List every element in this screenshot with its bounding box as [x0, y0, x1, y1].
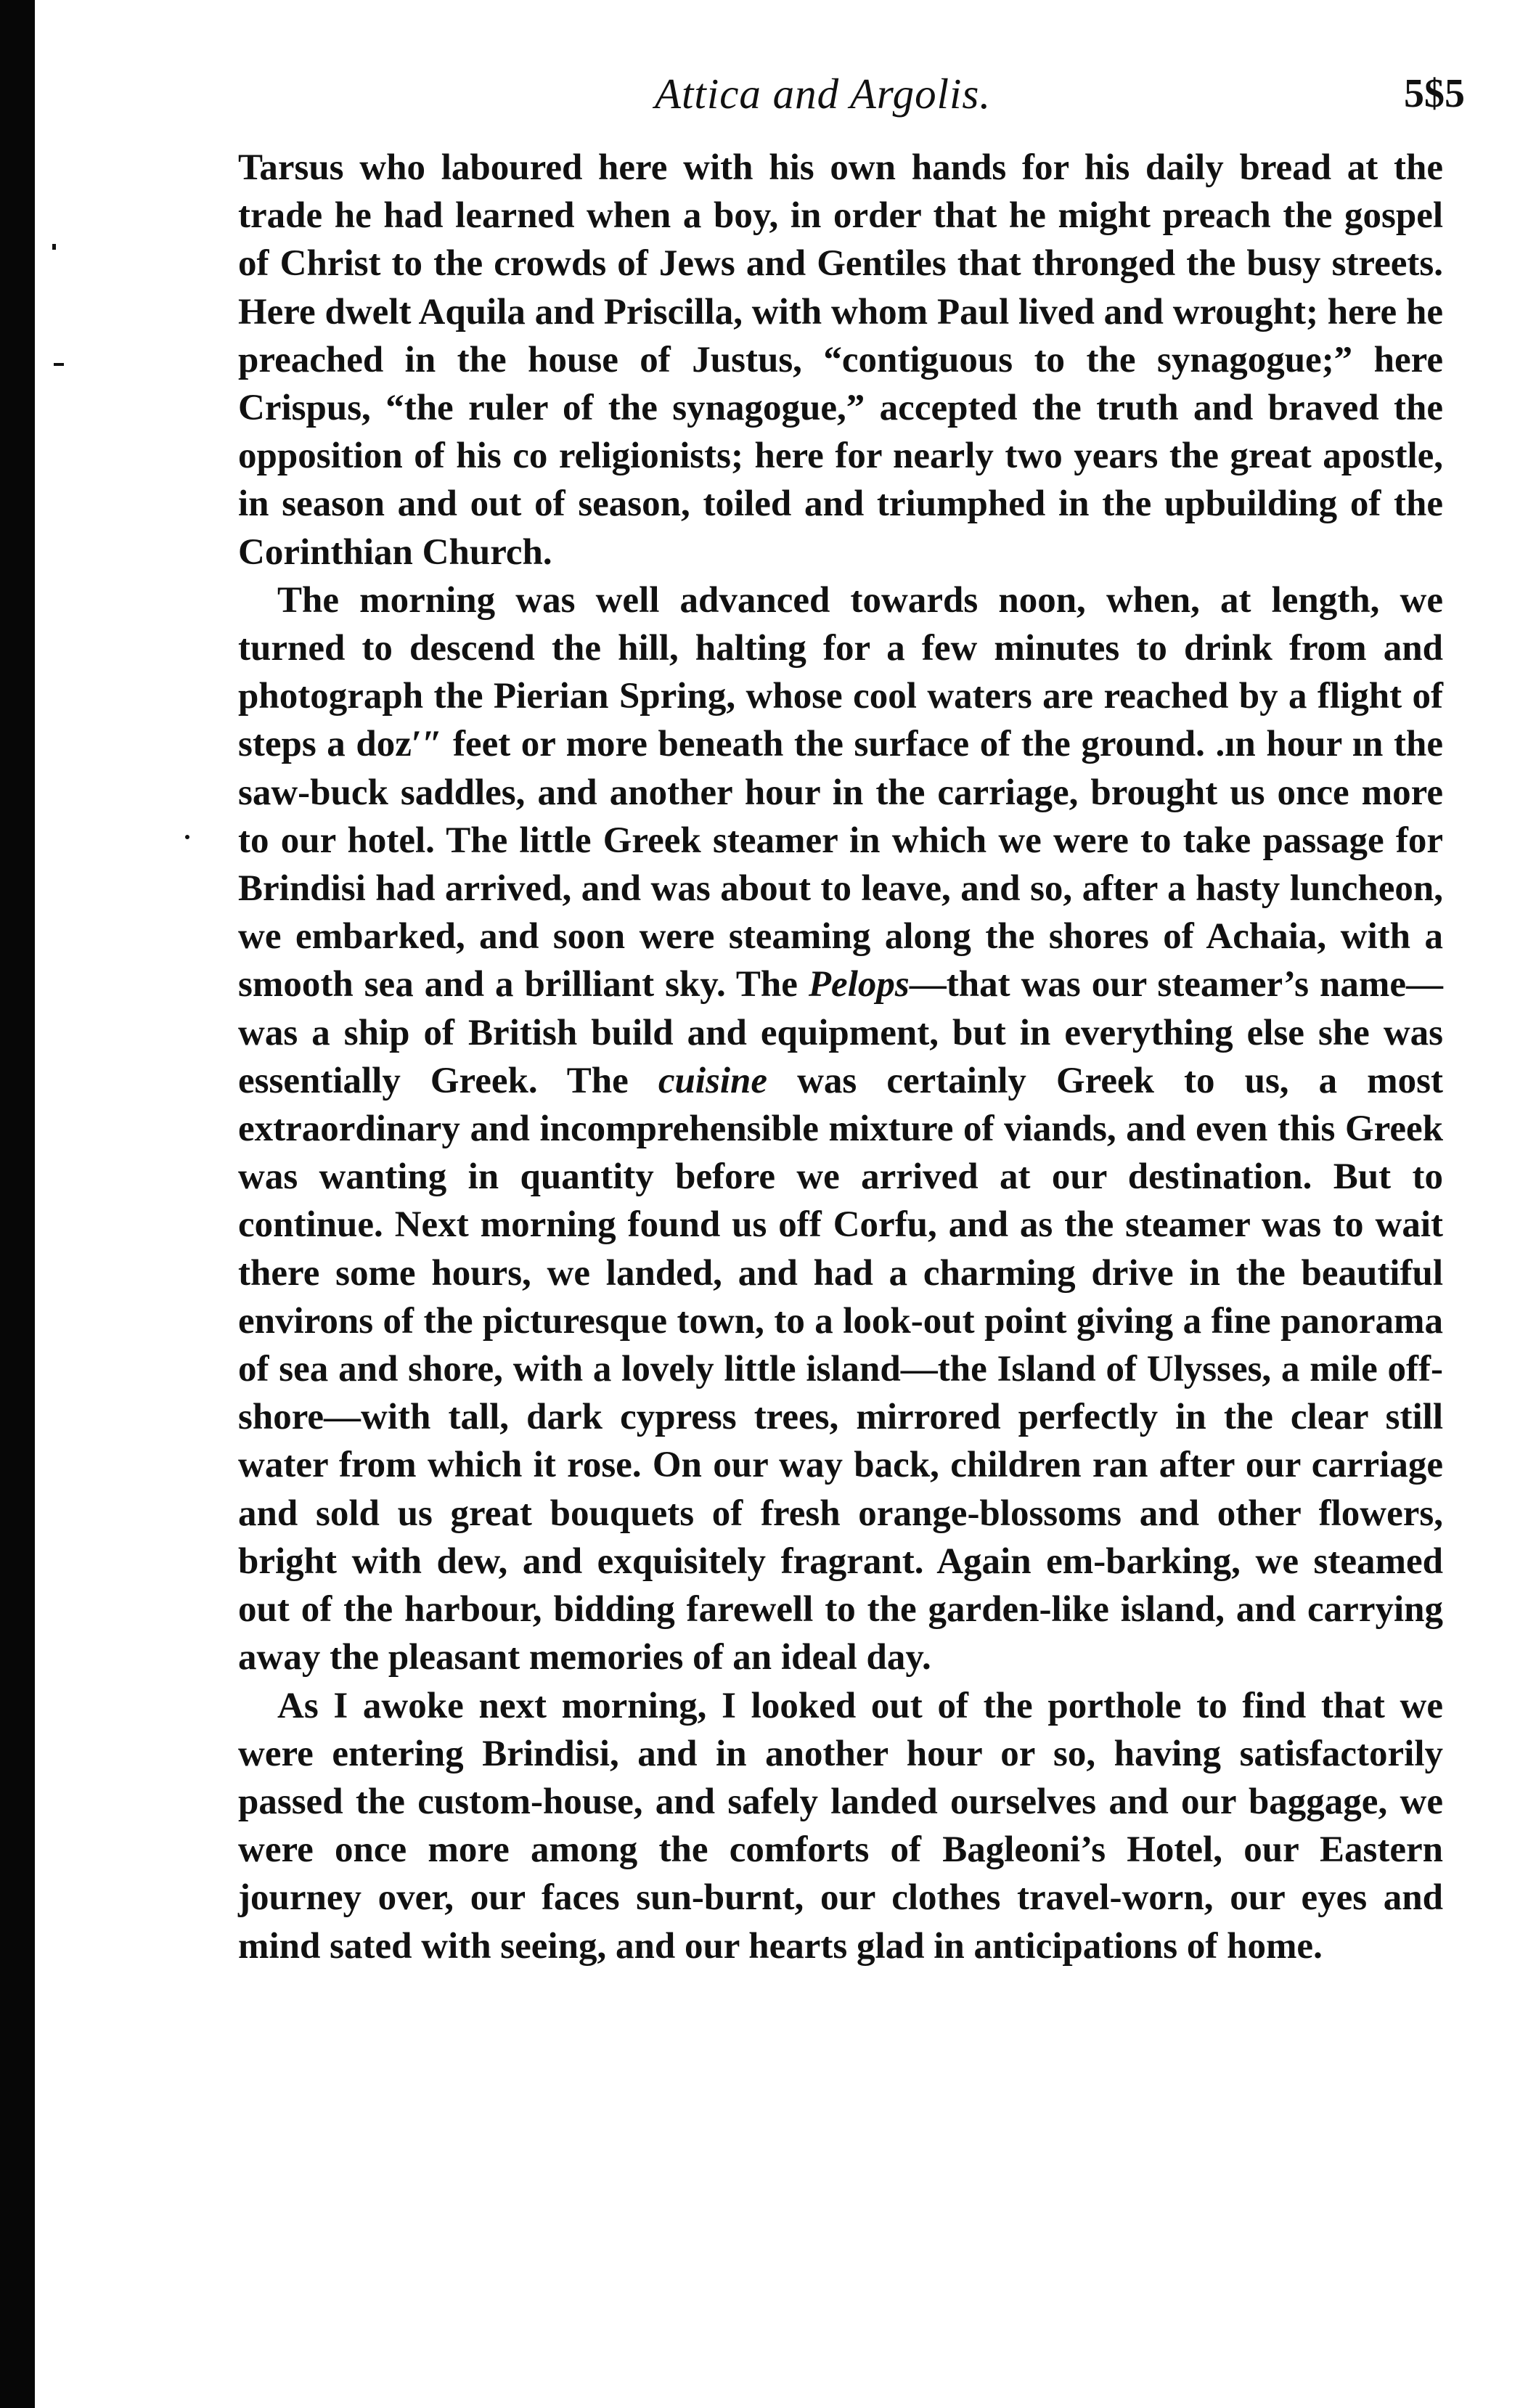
paragraph-3	[238, 1682, 1443, 1970]
margin-speck	[185, 835, 189, 839]
italic-term: Pelops	[808, 964, 910, 1005]
italic-term: cuisine	[658, 1060, 768, 1101]
text-segment: The morning was well advanced towards noon, when, at length, we turned to descend the hill, halting for a few minutes to drink from and photograph the Pierian Spring, whose cool waters are reached by a flight of steps a doz′″ feet or more beneath the surface of the ground. .ın hour ın the saw-buck saddles, and another hour in the carriage, brought us once more to our hotel. The little Greek steamer in which we were to take passage for Brindisi had arrived, and was about to leave, and so, after a hasty luncheon, we embarked, and soon were steaming along the shores of Achaia, with a smooth sea and a brilliant sky. The	[238, 579, 1443, 1005]
paragraph-2	[238, 576, 1443, 1682]
text-segment: —that was our steamer’s name—was a ship of British build and equipment, but in everything else she was essentially Greek. The	[238, 964, 1444, 1101]
text-segment: was certainly Greek to us, a most extraordinary and incomprehensible mixture of viands, and even this Greek was wanting in quantity before we arrived at our destination. But to continue. Next morning found us off Corfu, and as the steamer was to wait there some hours, we landed, and had a charming drive in the beautiful environs of the picturesque town, to a look-out point giving a fine panorama of sea and shore, with a lovely little island—the Island of Ulysses, a mile off-shore—with tall, dark cypress trees, mirrored perfectly in the clear still water from which it rose. On our way back, children ran after our carriage and sold us great bouquets of fresh orange-blossoms and other flowers, bright with dew, and exquisitely fragrant. Again em-barking, we steamed out of the harbour, bidding farewell to the garden-like island, and carrying away the pleasant memories of an ideal day.	[238, 1060, 1443, 1678]
page-binding-edge	[0, 0, 35, 2408]
running-title: Attica and Argolis.	[655, 70, 992, 118]
page-header	[241, 61, 1465, 126]
margin-speck	[54, 363, 64, 366]
margin-speck	[52, 244, 56, 250]
text-segment: As I awoke next morning, I looked out of the porthole to find that we were entering Brindisi, and in another hour or so, having satisfactorily passed the custom-house, and safely landed ourselves and our baggage, we were once more among the comforts of Bagleoni’s Hotel, our Eastern journey over, our faces sun-burnt, our clothes travel-worn, our eyes and mind sated with seeing, and our hearts glad in anticipations of home.	[238, 1685, 1443, 1967]
text-body	[238, 144, 1443, 1970]
text-segment: Tarsus who laboured here with his own hands for his daily bread at the trade he had learned when a boy, in order that he might preach the gospel of Christ to the crowds of Jews and Gentiles that thronged the busy streets. Here dwelt Aquila and Priscilla, with whom Paul lived and wrought; here he preached in the house of Justus, “contiguous to the synagogue;” here Crispus, “the ruler of the synagogue,” accepted the truth and braved the opposition of his co religionists; here for nearly two years the great apostle, in season and out of season, toiled and triumphed in the upbuilding of the Corinthian Church.	[238, 147, 1443, 573]
page-number: 5$5	[1404, 71, 1465, 116]
paragraph-1	[238, 144, 1443, 576]
